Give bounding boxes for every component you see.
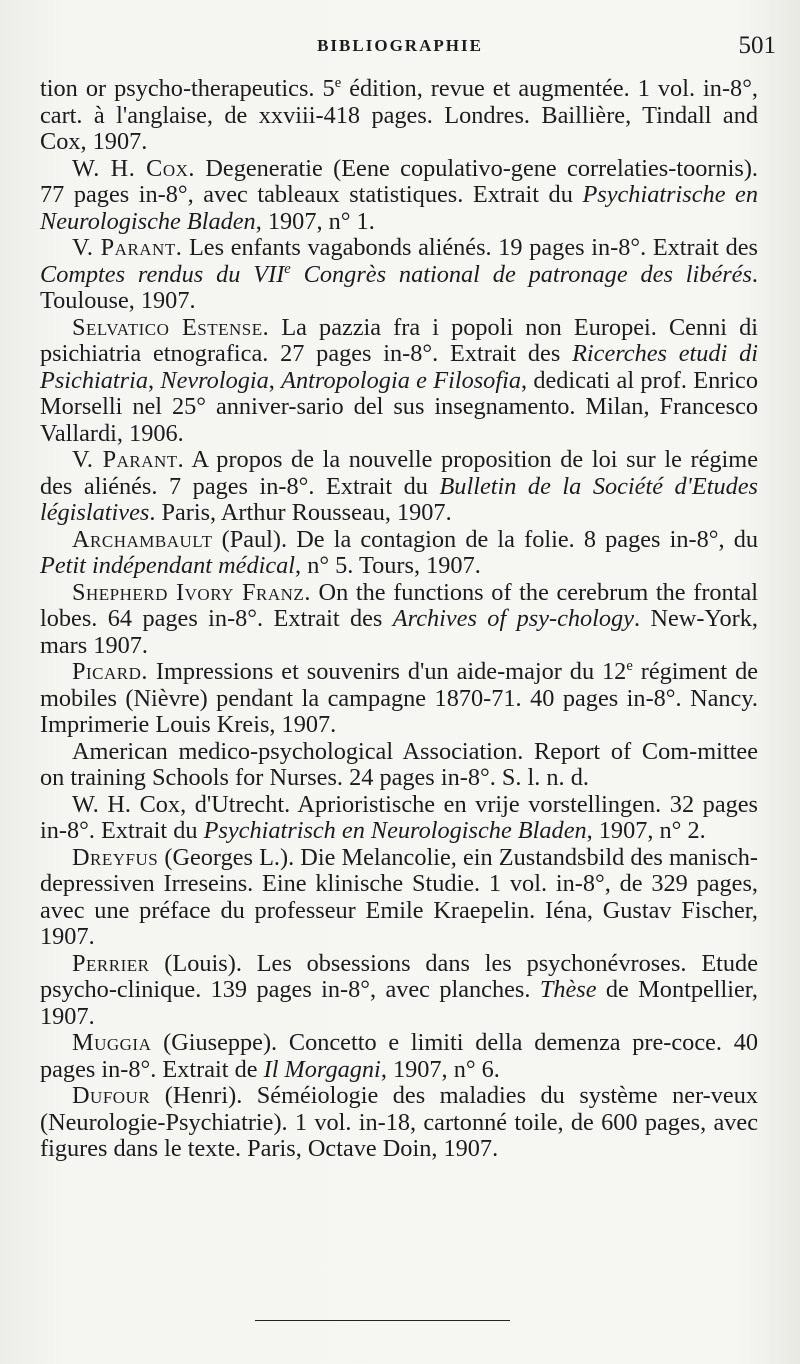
bibliography-entry [40, 580, 758, 660]
bibliography-entry [40, 1083, 758, 1163]
entry-source: Psychiatrisch en Neurologische Bladen [203, 817, 587, 844]
page-number: 501 [738, 32, 776, 59]
entry-text: tion or psycho-therapeutics. 5 [40, 75, 335, 102]
entry-author: V. Parant. [72, 234, 183, 261]
bibliography-entry [40, 845, 758, 951]
entry-text: , 1907, n° 6. [380, 1055, 500, 1083]
bibliography-entry [40, 527, 758, 580]
entry-source: Antropologia e Filosofia [281, 366, 521, 394]
entry-text: régiment de mobiles (Nièvre) pendant la campagne 1870-71. 40 pages in-8°. Nancy. Imprimerie Louis Kreis, 1907. [40, 658, 759, 738]
bibliography-entry [40, 156, 758, 236]
superscript: e [626, 657, 633, 674]
bibliography-entry [40, 76, 758, 156]
entry-text: de Montpellier, 1907. [40, 976, 758, 1030]
entry-text: (Louis). Les obsessions dans les psychonévroses. Etude psycho-clinique. 139 pages in-8°, avec planches. [40, 949, 758, 1003]
entry-text: , [268, 366, 282, 394]
entry-text: W. H. Cox, d'Utrecht. Aprioristische en vrije vorstellingen. 32 pages in-8°. Extrait du [40, 790, 758, 844]
bibliography-text [40, 76, 758, 1163]
entry-source: Petit indépendant médical [40, 552, 296, 579]
closing-rule [255, 1320, 510, 1321]
entry-source: Nevrologia [160, 366, 269, 394]
entry-source: Il Morgagni [263, 1055, 381, 1083]
entry-text: , 1907, n° 1. [255, 207, 375, 235]
entry-text: A propos de la nouvelle proposition de loi sur le régime des aliénés. 7 pages in-8°. Extrait du [40, 446, 758, 500]
entry-author: V. Parant. [72, 446, 185, 473]
entry-text: (Giuseppe). Concetto e limiti della demenza pre-coce. 40 pages in-8°. Extrait de [40, 1029, 758, 1083]
entry-author: Dufour [72, 1082, 151, 1109]
entry-author: Selvatico Estense. [72, 313, 270, 341]
bibliography-entry [40, 792, 758, 845]
entry-source: Comptes rendus du VII [40, 260, 285, 288]
entry-text: . New-York, mars 1907. [40, 605, 758, 659]
entry-source: Psychiatrische en Neurologische Bladen [40, 181, 758, 235]
entry-text: (Georges L.). Die Melancolie, ein Zustandsbild des manisch-depressiven Irreseins. Eine klinische Studie. 1 vol. in-8°, de 329 pages, avec une préface du professeur Emile Kraepelin. Iéna, Gustav Fischer, 1907. [40, 843, 758, 950]
entry-author: Archambault [72, 525, 213, 553]
page-header [0, 28, 800, 68]
bibliography-entry [40, 659, 758, 739]
entry-text: On the functions of the cerebrum the frontal lobes. 64 pages in-8°. Extrait des [40, 578, 758, 632]
entry-source: Bulletin de la Société d'Etudes législatives [40, 472, 758, 526]
entry-source: Ricerches etudi di Psichiatria [40, 340, 759, 394]
entry-source: Thèse [539, 976, 597, 1003]
entry-text: La pazzia fra i popoli non Europei. Cenni di psichiatria etnografica. 27 pages in-8°. Extrait des [40, 313, 758, 367]
entry-source: Congrès national de patronage des libérés [290, 260, 752, 288]
entry-source: Archives of psy-chology [392, 605, 634, 632]
superscript: e [334, 74, 342, 91]
entry-text: American medico-psychological Association. Report of Com-mittee on training Schools for Nurses. 24 pages in-8°. S. l. n. d. [40, 737, 758, 791]
entry-author: Perrier [72, 949, 150, 977]
bibliography-entry [40, 235, 758, 315]
running-title: BIBLIOGRAPHIE [317, 36, 483, 55]
bibliography-entry [40, 447, 758, 527]
entry-text: . Toulouse, 1907. [40, 260, 758, 314]
entry-text: , dedicati al prof. Enrico Morselli nel 25° anniver-sario del sus insegnamento. Milan, Francesco Vallardi, 1906. [40, 366, 758, 447]
entry-text: , 1907, n° 2. [586, 817, 706, 844]
bibliography-entry [40, 1030, 758, 1083]
entry-text: (Paul). De la contagion de la folie. 8 pages in-8°, du [212, 525, 758, 553]
entry-text: édition, revue et augmentée. 1 vol. in-8°, cart. à l'anglaise, de xxviii-418 pages. Londres. Baillière, Tindall and Cox, 1907. [40, 75, 758, 155]
entry-text: Les enfants vagabonds aliénés. 19 pages in-8°. Extrait des [182, 234, 758, 261]
entry-author: Shepherd Ivory Franz. [72, 578, 311, 606]
entry-text: , [147, 366, 161, 394]
entry-text: Degeneratie (Eene copulativo-gene correlaties-toornis). 77 pages in-8°, avec tableaux statistiques. Extrait du [40, 154, 758, 208]
entry-text: , n° 5. Tours, 1907. [295, 552, 481, 579]
entry-author: Muggia [72, 1029, 152, 1056]
entry-text: . Paris, Arthur Rousseau, 1907. [149, 499, 452, 526]
bibliography-entry [40, 951, 758, 1031]
entry-author: Picard. [72, 658, 148, 685]
superscript: e [284, 260, 291, 277]
entry-author: Dreyfus [72, 843, 159, 871]
entry-author: W. H. Cox. [72, 154, 195, 182]
entry-text: Impressions et souvenirs d'un aide-major du 12 [147, 658, 627, 685]
bibliography-entry [40, 739, 758, 792]
bibliography-entry [40, 315, 758, 448]
entry-text: (Henri). Séméiologie des maladies du système ner-veux (Neurologie-Psychiatrie). 1 vol. in-18, cartonné toile, de 600 pages, avec figures dans le texte. Paris, Octave Doin, 1907. [40, 1082, 758, 1162]
